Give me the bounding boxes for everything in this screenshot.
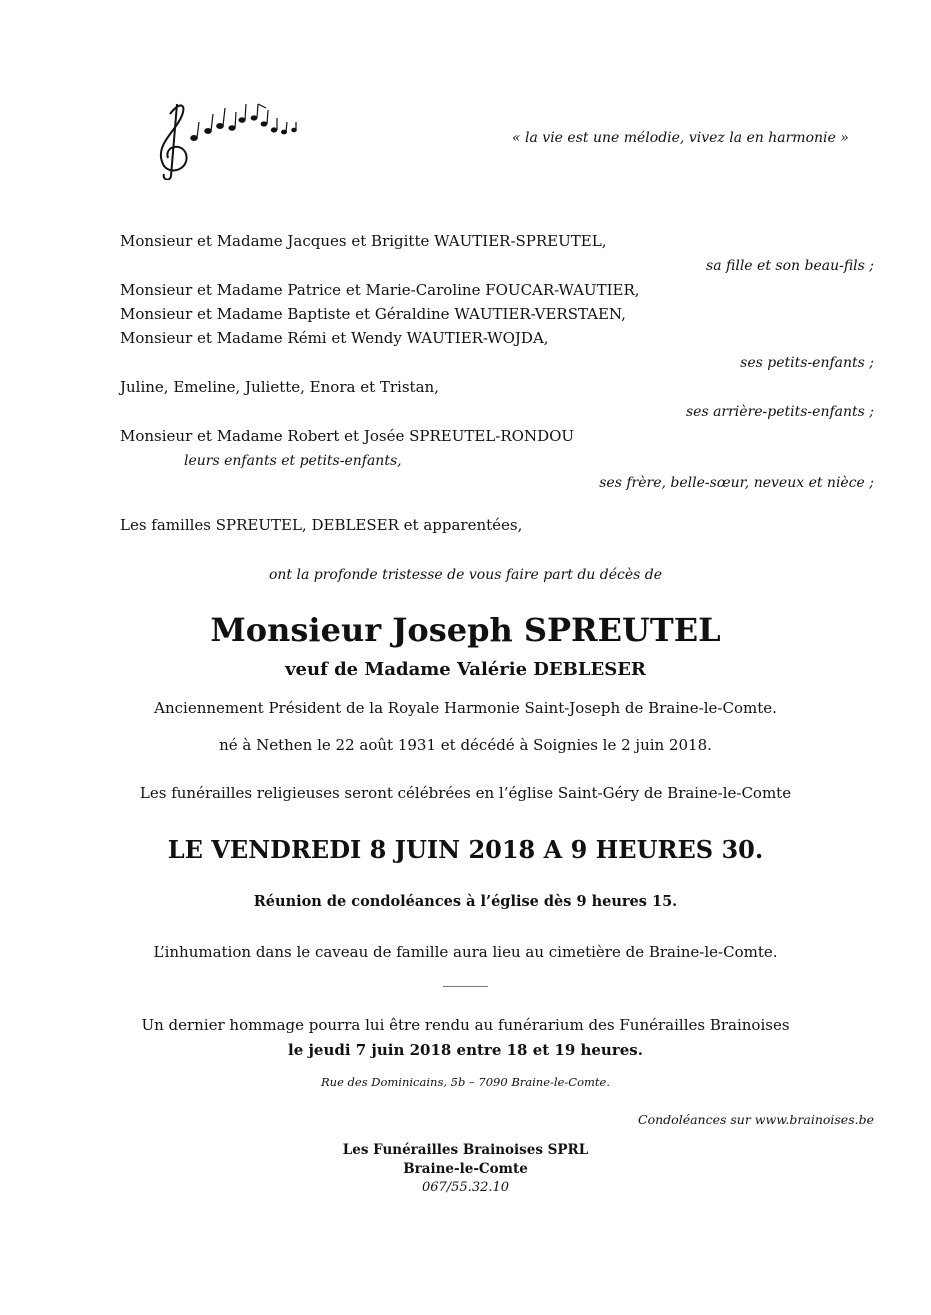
company-name: Les Funérailles Brainoises SPRL: [342, 1142, 589, 1158]
funeral-text: Les funérailles religieuses seront célébrées en l’église Saint-Géry de Braine-le-Comte: [139, 784, 792, 802]
tribute-line: Un dernier hommage pourra lui être rendu au funérarium des Funérailles Brainoises: [141, 1016, 790, 1034]
quote: « la vie est une mélodie, vivez la en harmonie »: [512, 130, 849, 146]
address-line: Rue des Dominicains, 5b – 7090 Braine-le-Comte.: [321, 1075, 610, 1089]
condolences-meeting: Réunion de condoléances à l’église dès 9 heures 15.: [253, 893, 678, 910]
family-line: Les familles SPREUTEL, DEBLESER et apparentées,: [120, 516, 523, 534]
intro-text: ont la profonde tristesse de vous faire part du décès de: [268, 567, 663, 583]
role-line: Anciennement Président de la Royale Harmonie Saint-Joseph de Braine-le-Comte.: [154, 699, 777, 717]
deceased-name: Monsieur Joseph SPREUTEL: [210, 611, 721, 649]
funeral-date: LE VENDREDI 8 JUIN 2018 A 9 HEURES 30.: [167, 835, 764, 864]
relation-label: ses arrière-petits-enfants ;: [685, 404, 874, 420]
company-phone: 067/55.32.10: [421, 1180, 510, 1195]
family-line: Monsieur et Madame Robert et Josée SPREUTEL-RONDOU: [120, 427, 575, 445]
family-line: Monsieur et Madame Rémi et Wendy WAUTIER-WOJDA,: [120, 329, 549, 347]
sub-note: leurs enfants et petits-enfants,: [184, 453, 402, 469]
family-line: Juline, Emeline, Juliette, Enora et Tristan,: [120, 378, 439, 396]
relation-label: ses petits-enfants ;: [740, 355, 874, 371]
family-line: Monsieur et Madame Jacques et Brigitte WAUTIER-SPREUTEL,: [120, 232, 607, 250]
treble-clef-and-notes-icon: [150, 96, 305, 180]
company-city: Braine-le-Comte: [403, 1161, 528, 1177]
burial-line: L’inhumation dans le caveau de famille aura lieu au cimetière de Braine-le-Comte.: [153, 943, 778, 961]
online-condolences: Condoléances sur www.brainoises.be: [638, 1112, 874, 1127]
tribute-date: le jeudi 7 juin 2018 entre 18 et 19 heures.: [288, 1041, 643, 1059]
separator: ______: [443, 969, 488, 987]
family-line: Monsieur et Madame Patrice et Marie-Caroline FOUCAR-WAUTIER,: [120, 281, 640, 299]
dates-line: né à Nethen le 22 août 1931 et décédé à Soignies le 2 juin 2018.: [219, 736, 712, 754]
family-line: Monsieur et Madame Baptiste et Géraldine WAUTIER-VERSTAEN,: [120, 305, 626, 323]
relation-label: ses frère, belle-sœur, neveux et nièce ;: [599, 475, 874, 491]
widower-line: veuf de Madame Valérie DEBLESER: [285, 659, 646, 680]
relation-label: sa fille et son beau-fils ;: [706, 258, 874, 274]
